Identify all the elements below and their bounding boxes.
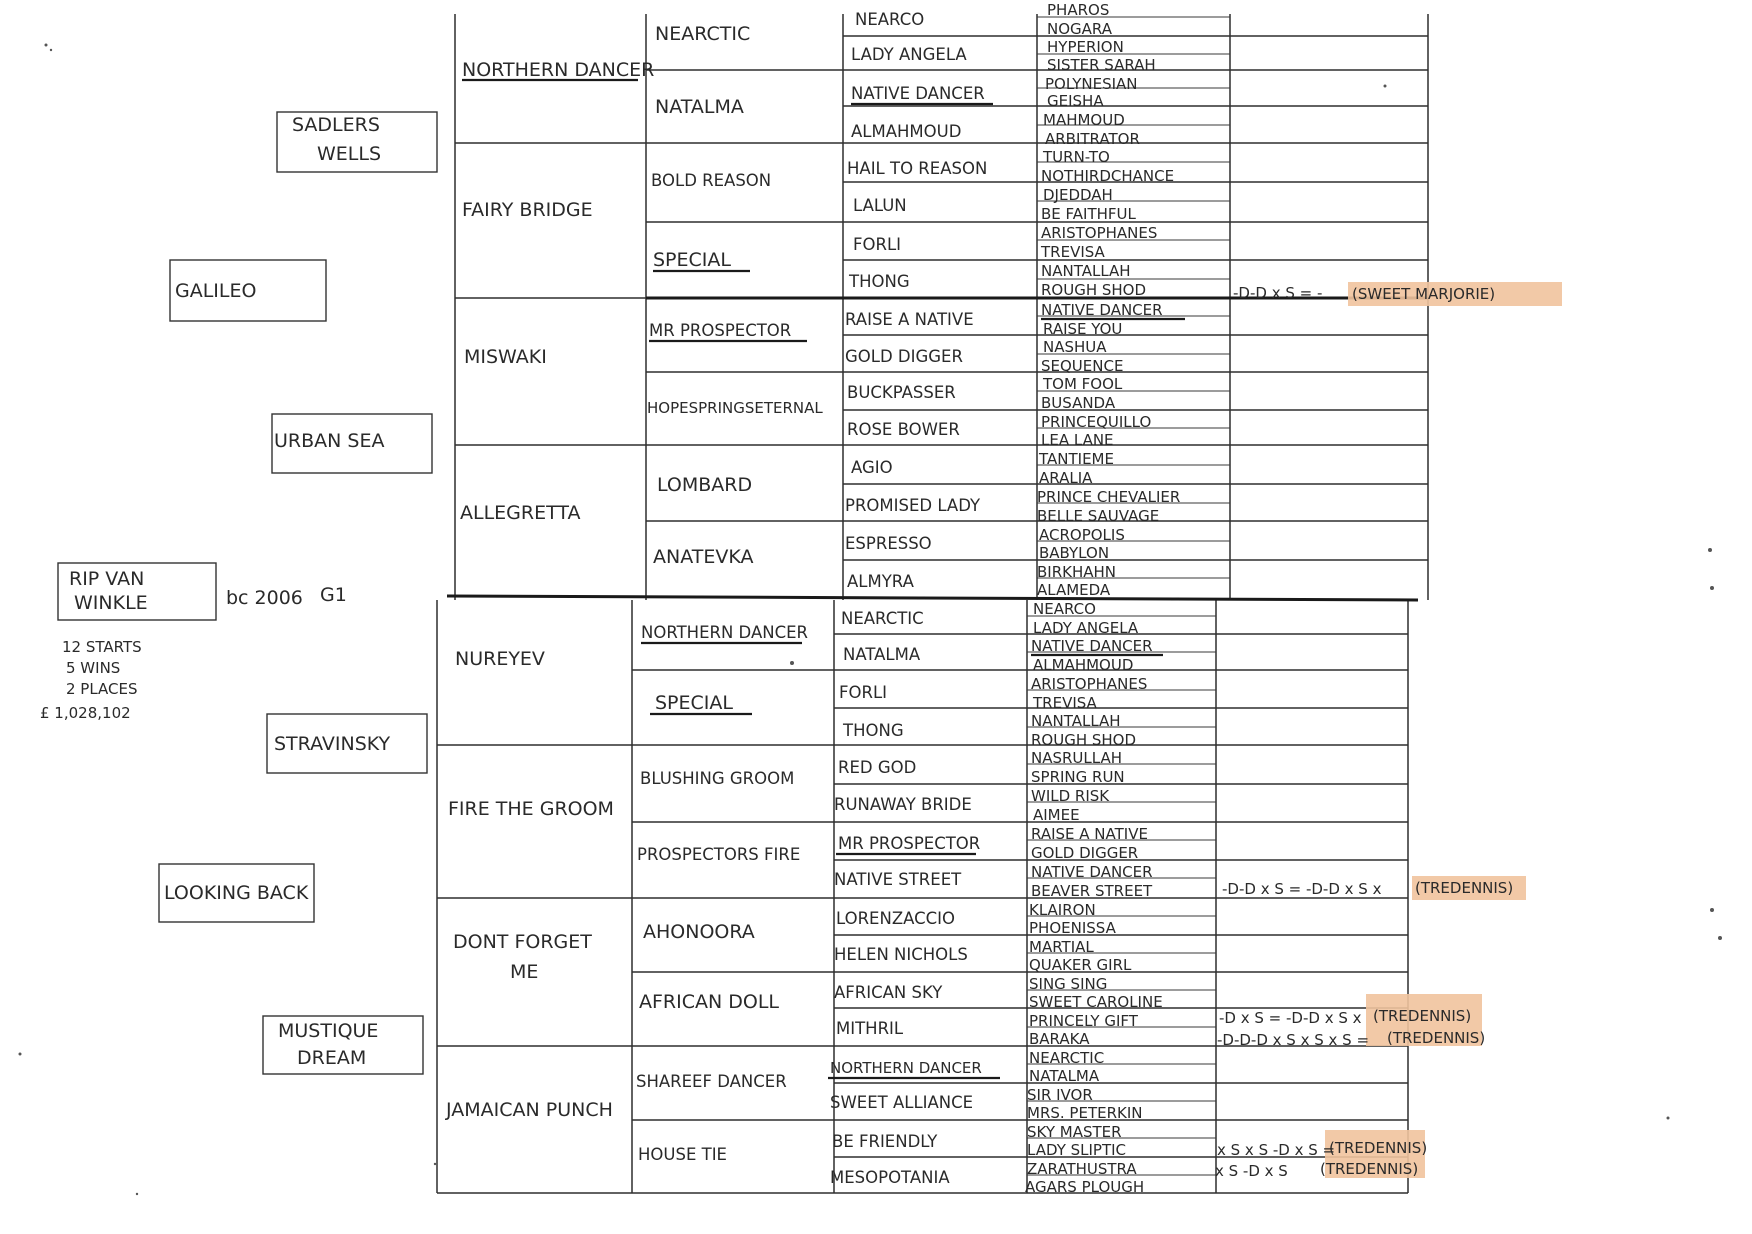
grandparent-dd-line1: MUSTIQUE bbox=[278, 1020, 379, 1042]
note-tag: (SWEET MARJORIE) bbox=[1352, 285, 1496, 303]
grandparent-sd: URBAN SEA bbox=[274, 430, 385, 452]
gen6-label: BABYLON bbox=[1039, 544, 1110, 562]
gen6-label: NATIVE DANCER bbox=[1031, 637, 1153, 655]
gen5-label: NATIVE STREET bbox=[834, 870, 962, 889]
gen6-label: DJEDDAH bbox=[1043, 186, 1113, 204]
note-formula: -D-D-D x S x S x S = bbox=[1217, 1031, 1370, 1049]
gen6-label: BIRKHAHN bbox=[1037, 563, 1117, 581]
gen4-label: ANATEVKA bbox=[653, 546, 754, 568]
gen5-label: LADY ANGELA bbox=[851, 45, 967, 64]
gen6-label: NATIVE DANCER bbox=[1041, 301, 1163, 319]
grandparent-ss-line1: SADLERS bbox=[292, 114, 380, 136]
sire-name: GALILEO bbox=[175, 280, 257, 302]
gen5-label: HAIL TO REASON bbox=[847, 159, 988, 178]
gen4-label: NEARCTIC bbox=[655, 23, 751, 45]
gen6-label: KLAIRON bbox=[1029, 901, 1096, 919]
gen6-label: RAISE A NATIVE bbox=[1031, 825, 1148, 843]
gen5-label: RUNAWAY BRIDE bbox=[834, 795, 972, 814]
gen6-label: NEARCO bbox=[1033, 600, 1096, 618]
note-tag: (TREDENNIS) bbox=[1387, 1029, 1486, 1047]
grandparent-ds: STRAVINSKY bbox=[274, 733, 391, 755]
gen6-label: NASRULLAH bbox=[1031, 749, 1123, 767]
note-formula: x S -D x S bbox=[1215, 1162, 1288, 1180]
gen6-label: ZARATHUSTRA bbox=[1027, 1160, 1137, 1178]
gen6-label: BELLE SAUVAGE bbox=[1037, 507, 1160, 525]
gen6-label: NATIVE DANCER bbox=[1031, 863, 1153, 881]
gen5-label: FORLI bbox=[853, 235, 902, 254]
dam-box bbox=[159, 864, 314, 922]
grandparent-ss-line2: WELLS bbox=[317, 143, 382, 165]
gen3-label: FAIRY BRIDGE bbox=[462, 199, 593, 221]
granddam-sd-box bbox=[272, 414, 432, 473]
gen6-label: ALMAHMOUD bbox=[1033, 656, 1134, 674]
gen5-label: MR PROSPECTOR bbox=[838, 834, 981, 853]
gen6-label: ROUGH SHOD bbox=[1041, 281, 1147, 299]
gen6-label: TREVISA bbox=[1033, 694, 1097, 712]
gen6-label: SING SING bbox=[1029, 975, 1108, 993]
gen3-label: MISWAKI bbox=[464, 346, 547, 368]
dam-name: LOOKING BACK bbox=[164, 882, 309, 904]
gen5-label: LORENZACCIO bbox=[836, 909, 956, 928]
note-formula: x S x S -D x S = bbox=[1217, 1141, 1336, 1159]
subject-name-line1: RIP VAN bbox=[69, 568, 145, 590]
note-formula: -D-D x S = -D-D x S x bbox=[1222, 880, 1382, 898]
gen6-label: NANTALLAH bbox=[1031, 712, 1121, 730]
sire-box bbox=[170, 260, 326, 321]
gen4-label: AFRICAN DOLL bbox=[639, 991, 780, 1013]
gen3-label: NORTHERN DANCER bbox=[462, 59, 655, 81]
gen5-label: THONG bbox=[849, 272, 910, 291]
gen5-label: NEARCO bbox=[855, 10, 925, 29]
note-tag: (TREDENNIS) bbox=[1415, 879, 1514, 897]
gen5-label: BE FRIENDLY bbox=[832, 1132, 938, 1151]
gen6-label: BEAVER STREET bbox=[1031, 882, 1153, 900]
note-formula: -D x S = -D-D x S x bbox=[1219, 1009, 1362, 1027]
gen5-label: RAISE A NATIVE bbox=[845, 310, 974, 329]
gen6-label: NEARCTIC bbox=[1029, 1049, 1105, 1067]
gen6-label: ARISTOPHANES bbox=[1041, 224, 1158, 242]
note-tag: (TREDENNIS) bbox=[1329, 1139, 1428, 1157]
gen4-label: HOUSE TIE bbox=[638, 1145, 727, 1164]
gen6-label: AIMEE bbox=[1033, 806, 1080, 824]
inbreeding-notes bbox=[1215, 282, 1562, 1180]
gen5-label: FORLI bbox=[839, 683, 888, 702]
gen4-label: HOPESPRINGSETERNAL bbox=[647, 399, 823, 417]
gen6-label: LADY SLIPTIC bbox=[1027, 1141, 1127, 1159]
race-grade: G1 bbox=[320, 584, 347, 606]
gen6-label: BE FAITHFUL bbox=[1041, 205, 1136, 223]
gen5-label: SWEET ALLIANCE bbox=[830, 1093, 974, 1112]
gen5-label: MESOPOTANIA bbox=[830, 1168, 950, 1187]
gen3-label: DONT FORGET bbox=[453, 931, 592, 953]
record-wins: 5 WINS bbox=[66, 659, 121, 677]
gen6-label: MRS. PETERKIN bbox=[1027, 1104, 1143, 1122]
gen4-label: BOLD REASON bbox=[651, 171, 772, 190]
gen5-label: ESPRESSO bbox=[845, 534, 932, 553]
gen4-label: BLUSHING GROOM bbox=[640, 769, 795, 788]
gen4-label: SPECIAL bbox=[653, 249, 731, 271]
gen6-label: TANTIEME bbox=[1039, 450, 1114, 468]
gen6-label: PRINCE CHEVALIER bbox=[1037, 488, 1181, 506]
gen4-label: LOMBARD bbox=[657, 474, 753, 496]
gen5-label: AGIO bbox=[851, 458, 893, 477]
gen5-label: AFRICAN SKY bbox=[834, 983, 943, 1002]
gen3-label: NUREYEV bbox=[455, 648, 545, 670]
gen5-label: HELEN NICHOLS bbox=[834, 945, 968, 964]
foaled-year: bc 2006 bbox=[226, 587, 303, 609]
gen6-label: PHAROS bbox=[1047, 1, 1110, 19]
grandparent-dd-line2: DREAM bbox=[297, 1047, 367, 1069]
gen6-label: SKY MASTER bbox=[1027, 1123, 1122, 1141]
gen5-label: BUCKPASSER bbox=[847, 383, 956, 402]
gen6-label: POLYNESIAN bbox=[1045, 75, 1138, 93]
gen4-label: SHAREEF DANCER bbox=[636, 1072, 787, 1091]
gen5-label: NATIVE DANCER bbox=[851, 84, 985, 103]
gen6-label: TREVISA bbox=[1041, 243, 1105, 261]
subject-horse bbox=[40, 563, 347, 722]
gen6-label: NOTHIRDCHANCE bbox=[1041, 167, 1175, 185]
gen6-label: TURN-TO bbox=[1043, 148, 1110, 166]
gen3-label: ALLEGRETTA bbox=[460, 502, 581, 524]
gen5-label: LALUN bbox=[853, 196, 907, 215]
gen6-label: SPRING RUN bbox=[1031, 768, 1125, 786]
gen6-label: WILD RISK bbox=[1031, 787, 1110, 805]
gen6-label: PRINCEQUILLO bbox=[1041, 413, 1152, 431]
gen6-label: PRINCELY GIFT bbox=[1029, 1012, 1138, 1030]
note-tag: (TREDENNIS) bbox=[1373, 1007, 1472, 1025]
gen5-label: PROMISED LADY bbox=[845, 496, 981, 515]
gen6-label: NASHUA bbox=[1043, 338, 1107, 356]
gen5-label: ALMYRA bbox=[847, 572, 914, 591]
gen5-label: ROSE BOWER bbox=[847, 420, 960, 439]
gen6-label: SIR IVOR bbox=[1027, 1086, 1093, 1104]
gen4-label: NATALMA bbox=[655, 96, 744, 118]
gen3-label: JAMAICAN PUNCH bbox=[446, 1099, 613, 1121]
record-places: 2 PLACES bbox=[66, 680, 138, 698]
gen6-label: NATALMA bbox=[1029, 1067, 1100, 1085]
gen6-label: ARBITRATOR bbox=[1045, 130, 1140, 148]
gen6-label: MAHMOUD bbox=[1043, 111, 1125, 129]
gen6-label: GEISHA bbox=[1047, 92, 1104, 110]
gen6-label: QUAKER GIRL bbox=[1029, 956, 1132, 974]
gen6-label: BARAKA bbox=[1029, 1030, 1090, 1048]
gen6-label: PHOENISSA bbox=[1029, 919, 1116, 937]
gen4-label: NORTHERN DANCER bbox=[641, 623, 809, 642]
gen6-label: LADY ANGELA bbox=[1033, 619, 1139, 637]
gen6-label: BUSANDA bbox=[1041, 394, 1116, 412]
gen6-label: NOGARA bbox=[1047, 20, 1112, 38]
generation-4 bbox=[636, 23, 823, 1164]
gen5-label: THONG bbox=[843, 721, 904, 740]
gen6-label: RAISE YOU bbox=[1043, 320, 1123, 338]
gen3-label: ME bbox=[510, 961, 539, 983]
gen4-label: PROSPECTORS FIRE bbox=[637, 845, 801, 864]
record-earnings: £ 1,028,102 bbox=[40, 704, 131, 722]
grandsire-ss-box bbox=[277, 112, 437, 172]
gen6-label: AGARS PLOUGH bbox=[1025, 1178, 1145, 1196]
gen6-label: ARALIA bbox=[1039, 469, 1093, 487]
gen5-label: NORTHERN DANCER bbox=[830, 1059, 982, 1077]
gen5-label: GOLD DIGGER bbox=[845, 347, 963, 366]
gen5-label: MITHRIL bbox=[836, 1019, 904, 1038]
gen4-label: AHONOORA bbox=[643, 921, 755, 943]
gen6-label: SISTER SARAH bbox=[1047, 56, 1156, 74]
gen4-label: MR PROSPECTOR bbox=[649, 321, 792, 340]
gen6-label: LEA LANE bbox=[1041, 431, 1114, 449]
granddam-dd-box bbox=[263, 1016, 423, 1074]
gen5-label: RED GOD bbox=[838, 758, 917, 777]
gen4-label: SPECIAL bbox=[655, 692, 733, 714]
generation-3 bbox=[445, 59, 654, 1121]
gen6-label: MARTIAL bbox=[1029, 938, 1094, 956]
gen6-label: GOLD DIGGER bbox=[1031, 844, 1139, 862]
grandsire-ds-box bbox=[267, 714, 427, 773]
note-tag: (TREDENNIS) bbox=[1320, 1160, 1419, 1178]
gen6-label: TOM FOOL bbox=[1043, 375, 1123, 393]
gen6-label: SWEET CAROLINE bbox=[1029, 993, 1163, 1011]
gen5-label: ALMAHMOUD bbox=[851, 122, 962, 141]
gen6-label: ARISTOPHANES bbox=[1031, 675, 1148, 693]
gen5-label: NEARCTIC bbox=[841, 609, 924, 628]
gen6-label: ACROPOLIS bbox=[1039, 526, 1125, 544]
record-starts: 12 STARTS bbox=[62, 638, 142, 656]
gen6-label: NANTALLAH bbox=[1041, 262, 1131, 280]
subject-name-line2: WINKLE bbox=[74, 592, 148, 614]
gen3-label: FIRE THE GROOM bbox=[448, 798, 614, 820]
gen5-label: NATALMA bbox=[843, 645, 921, 664]
gen6-label: HYPERION bbox=[1047, 38, 1124, 56]
gen6-label: SEQUENCE bbox=[1041, 357, 1124, 375]
gen6-label: ROUGH SHOD bbox=[1031, 731, 1137, 749]
note-formula: -D-D x S = - bbox=[1233, 284, 1323, 302]
gen6-label: ALAMEDA bbox=[1037, 581, 1111, 599]
